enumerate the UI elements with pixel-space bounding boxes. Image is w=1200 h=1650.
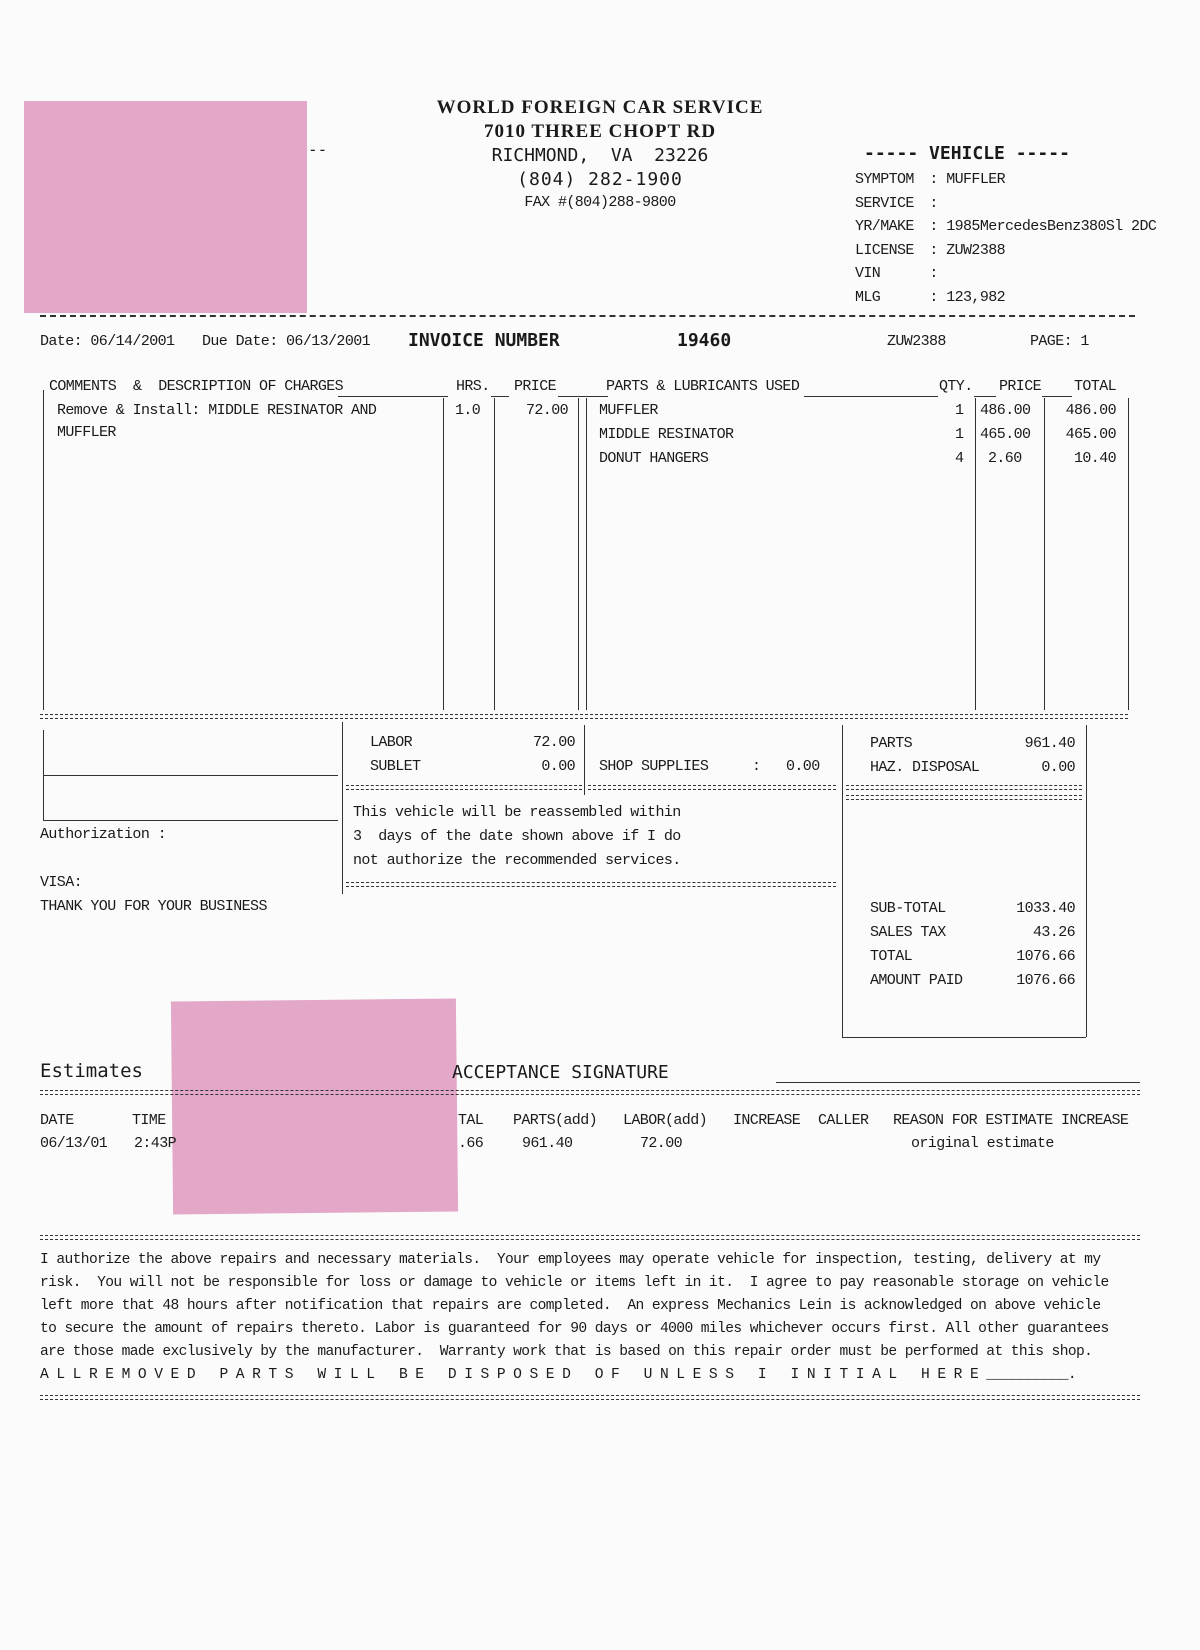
header-part-price: PRICE [999, 378, 1042, 395]
part-name: DONUT HANGERS [599, 450, 709, 467]
invoice-date: Date: 06/14/2001 [40, 333, 175, 350]
header-underline [1042, 396, 1072, 397]
labor-label: LABOR [370, 734, 413, 751]
subtotal-value: 1033.40 [1016, 900, 1075, 917]
estimate-time: 2:43P [134, 1135, 177, 1152]
header-total: TOTAL [1074, 378, 1117, 395]
vehicle-label: SERVICE [855, 194, 914, 212]
part-total: 465.00 [1065, 426, 1116, 443]
estimate-header-total: TAL [458, 1112, 484, 1129]
vehicle-row: SERVICE : [855, 192, 1156, 216]
terms-line: I authorize the above repairs and necessary materials. Your employees may operate vehicle for inspection, testing, delivery at my [40, 1252, 1101, 1268]
terms-line: to secure the amount of repairs thereto. Labor is guaranteed for 90 days or 4000 miles whichever occurs first. All other guarantees [40, 1321, 1109, 1337]
estimate-date: 06/13/01 [40, 1135, 108, 1152]
estimate-header-parts: PARTS(add) [513, 1112, 598, 1129]
estimate-reason: original estimate [911, 1135, 1054, 1152]
header-price: PRICE [514, 378, 557, 395]
part-price: 2.60 [988, 450, 1022, 467]
notice-line: not authorize the recommended services. [353, 852, 681, 869]
amount-paid-label: AMOUNT PAID [870, 972, 963, 989]
double-rule [588, 785, 836, 790]
estimate-header-labor: LABOR(add) [623, 1112, 708, 1129]
acceptance-signature-line [776, 1082, 1140, 1083]
signature-line [43, 775, 338, 776]
divider [40, 315, 1135, 317]
double-rule [40, 1235, 1140, 1240]
vehicle-row: MLG : 123,982 [855, 286, 1156, 310]
sales-tax-label: SALES TAX [870, 924, 946, 941]
estimate-header-caller: CALLER [818, 1112, 869, 1129]
amount-paid-value: 1076.66 [1016, 972, 1075, 989]
sublet-total: 0.00 [541, 758, 575, 775]
estimate-labor: 72.00 [640, 1135, 683, 1152]
header-description: COMMENTS & DESCRIPTION OF CHARGES [49, 378, 344, 395]
estimate-header-reason: REASON FOR ESTIMATE INCREASE [893, 1112, 1129, 1129]
vehicle-info [855, 168, 1156, 309]
double-rule [40, 1090, 1140, 1095]
invoice-page: PAGE: 1 [1030, 333, 1089, 350]
invoice-number: 19460 [677, 330, 732, 351]
column-rule [443, 398, 444, 710]
redaction-patch [171, 999, 458, 1215]
shop-fax: FAX #(804)288-9800 [524, 194, 676, 211]
double-rule [846, 795, 1082, 800]
shop-supplies-sep: : [752, 758, 761, 775]
part-qty: 1 [955, 402, 964, 419]
haz-total: 0.00 [1041, 759, 1075, 776]
shop-phone: (804) 282-1900 [517, 169, 683, 190]
header-underline [974, 396, 996, 397]
total-value: 1076.66 [1016, 948, 1075, 965]
subtotal-label: SUB-TOTAL [870, 900, 946, 917]
terms-line: left more that 48 hours after notification that repairs are completed. An express Mechanics Lein is acknowledged on above vehicle [40, 1298, 1101, 1314]
total-label: TOTAL [870, 948, 913, 965]
column-rule [1128, 398, 1129, 710]
header-parts: PARTS & LUBRICANTS USED [606, 378, 800, 395]
sublet-label: SUBLET [370, 758, 421, 775]
double-rule [40, 714, 1128, 719]
estimate-header-time: TIME [132, 1112, 166, 1129]
estimates-title: Estimates [40, 1060, 143, 1082]
visa-label: VISA: [40, 874, 83, 891]
column-rule [578, 398, 579, 710]
part-qty: 1 [955, 426, 964, 443]
terms-block [40, 1249, 1150, 1387]
authorization-label: Authorization : [40, 826, 167, 843]
column-rule [584, 725, 585, 795]
part-name: MUFFLER [599, 402, 658, 419]
vehicle-label: SYMPTOM [855, 171, 914, 188]
estimate-header-increase: INCREASE [733, 1112, 801, 1129]
shop-address: 7010 THREE CHOPT RD [483, 121, 717, 142]
vehicle-value: 123,982 [946, 288, 1006, 306]
sales-tax-value: 43.26 [1032, 924, 1075, 941]
part-qty: 4 [955, 450, 964, 467]
labor-description: MUFFLER [57, 424, 116, 441]
labor-total: 72.00 [532, 734, 575, 751]
header-underline [491, 396, 509, 397]
double-rule [40, 1395, 1140, 1400]
column-rule [975, 398, 976, 710]
vehicle-label: VIN [855, 265, 881, 282]
estimate-total: .66 [458, 1135, 484, 1152]
double-rule [346, 882, 836, 887]
header-hours: HRS. [456, 378, 490, 395]
shop-city: RICHMOND, VA 23226 [491, 145, 709, 166]
column-rule [586, 398, 587, 710]
column-rule [342, 722, 343, 894]
vehicle-label: LICENSE [855, 241, 914, 259]
notice-line: This vehicle will be reassembled within [353, 804, 681, 821]
vehicle-row: LICENSE : ZUW2388 [855, 239, 1156, 263]
vehicle-row: YR/MAKE : 1985MercedesBenz380Sl 2DC [855, 215, 1156, 239]
column-rule [842, 725, 843, 1037]
column-rule [1086, 725, 1087, 1037]
part-total: 486.00 [1065, 402, 1116, 419]
haz-label: HAZ. DISPOSAL [870, 759, 980, 776]
acceptance-label: ACCEPTANCE SIGNATURE [452, 1062, 669, 1083]
redaction-patch [24, 101, 307, 313]
header-qty: QTY. [939, 378, 973, 395]
parts-total: 961.40 [1024, 735, 1075, 752]
header-underline [558, 396, 608, 397]
column-rule [43, 390, 44, 710]
thanks-message: THANK YOU FOR YOUR BUSINESS [40, 898, 267, 915]
parts-label: PARTS [870, 735, 913, 752]
invoice-number-label: INVOICE NUMBER [408, 330, 560, 351]
header-underline [338, 396, 448, 397]
vehicle-label: MLG [855, 288, 881, 306]
part-total: 10.40 [1073, 450, 1116, 467]
shop-header [380, 96, 820, 214]
notice-line: 3 days of the date shown above if I do [353, 828, 681, 845]
box-rule [842, 1037, 1086, 1038]
vehicle-label: YR/MAKE [855, 218, 914, 235]
vehicle-heading: ----- VEHICLE ----- [864, 143, 1070, 164]
double-rule [846, 785, 1082, 790]
decor-dashes: -- [308, 140, 328, 159]
invoice-license: ZUW2388 [887, 333, 946, 350]
invoice-due-date: Due Date: 06/13/2001 [202, 333, 371, 350]
vehicle-row: SYMPTOM : MUFFLER [855, 168, 1156, 192]
estimate-parts: 961.40 [522, 1135, 573, 1152]
column-rule [1044, 398, 1045, 710]
part-price: 486.00 [980, 402, 1031, 419]
labor-price: 72.00 [525, 402, 568, 419]
part-price: 465.00 [980, 426, 1031, 443]
vehicle-value: MUFFLER [946, 171, 1006, 188]
shop-name: WORLD FOREIGN CAR SERVICE [436, 97, 764, 118]
signature-line [43, 820, 338, 821]
labor-description: Remove & Install: MIDDLE RESINATOR AND [57, 402, 377, 419]
vehicle-row: VIN : [855, 262, 1156, 286]
vehicle-value: ZUW2388 [946, 241, 1006, 259]
terms-line: risk. You will not be responsible for loss or damage to vehicle or items left in it. I agree to pay reasonable storage on vehicle [40, 1275, 1109, 1291]
labor-hours: 1.0 [455, 402, 481, 419]
vehicle-value: 1985MercedesBenz380Sl 2DC [946, 218, 1157, 235]
shop-supplies-label: SHOP SUPPLIES [599, 758, 709, 775]
shop-supplies-value: 0.00 [786, 758, 820, 775]
double-rule [346, 785, 582, 790]
estimate-header-date: DATE [40, 1112, 74, 1129]
column-rule [494, 398, 495, 710]
part-name: MIDDLE RESINATOR [599, 426, 734, 443]
terms-line: are those made exclusively by the manufacturer. Warranty work that is based on this repair order must be performed at this shop. [40, 1344, 1093, 1360]
header-underline [804, 396, 938, 397]
terms-initial-line: A L L R E M O V E D P A R T S W I L L B E D I S P O S E D O F U N L E S S I I N I T I A L H E R E __________. [40, 1367, 1077, 1383]
